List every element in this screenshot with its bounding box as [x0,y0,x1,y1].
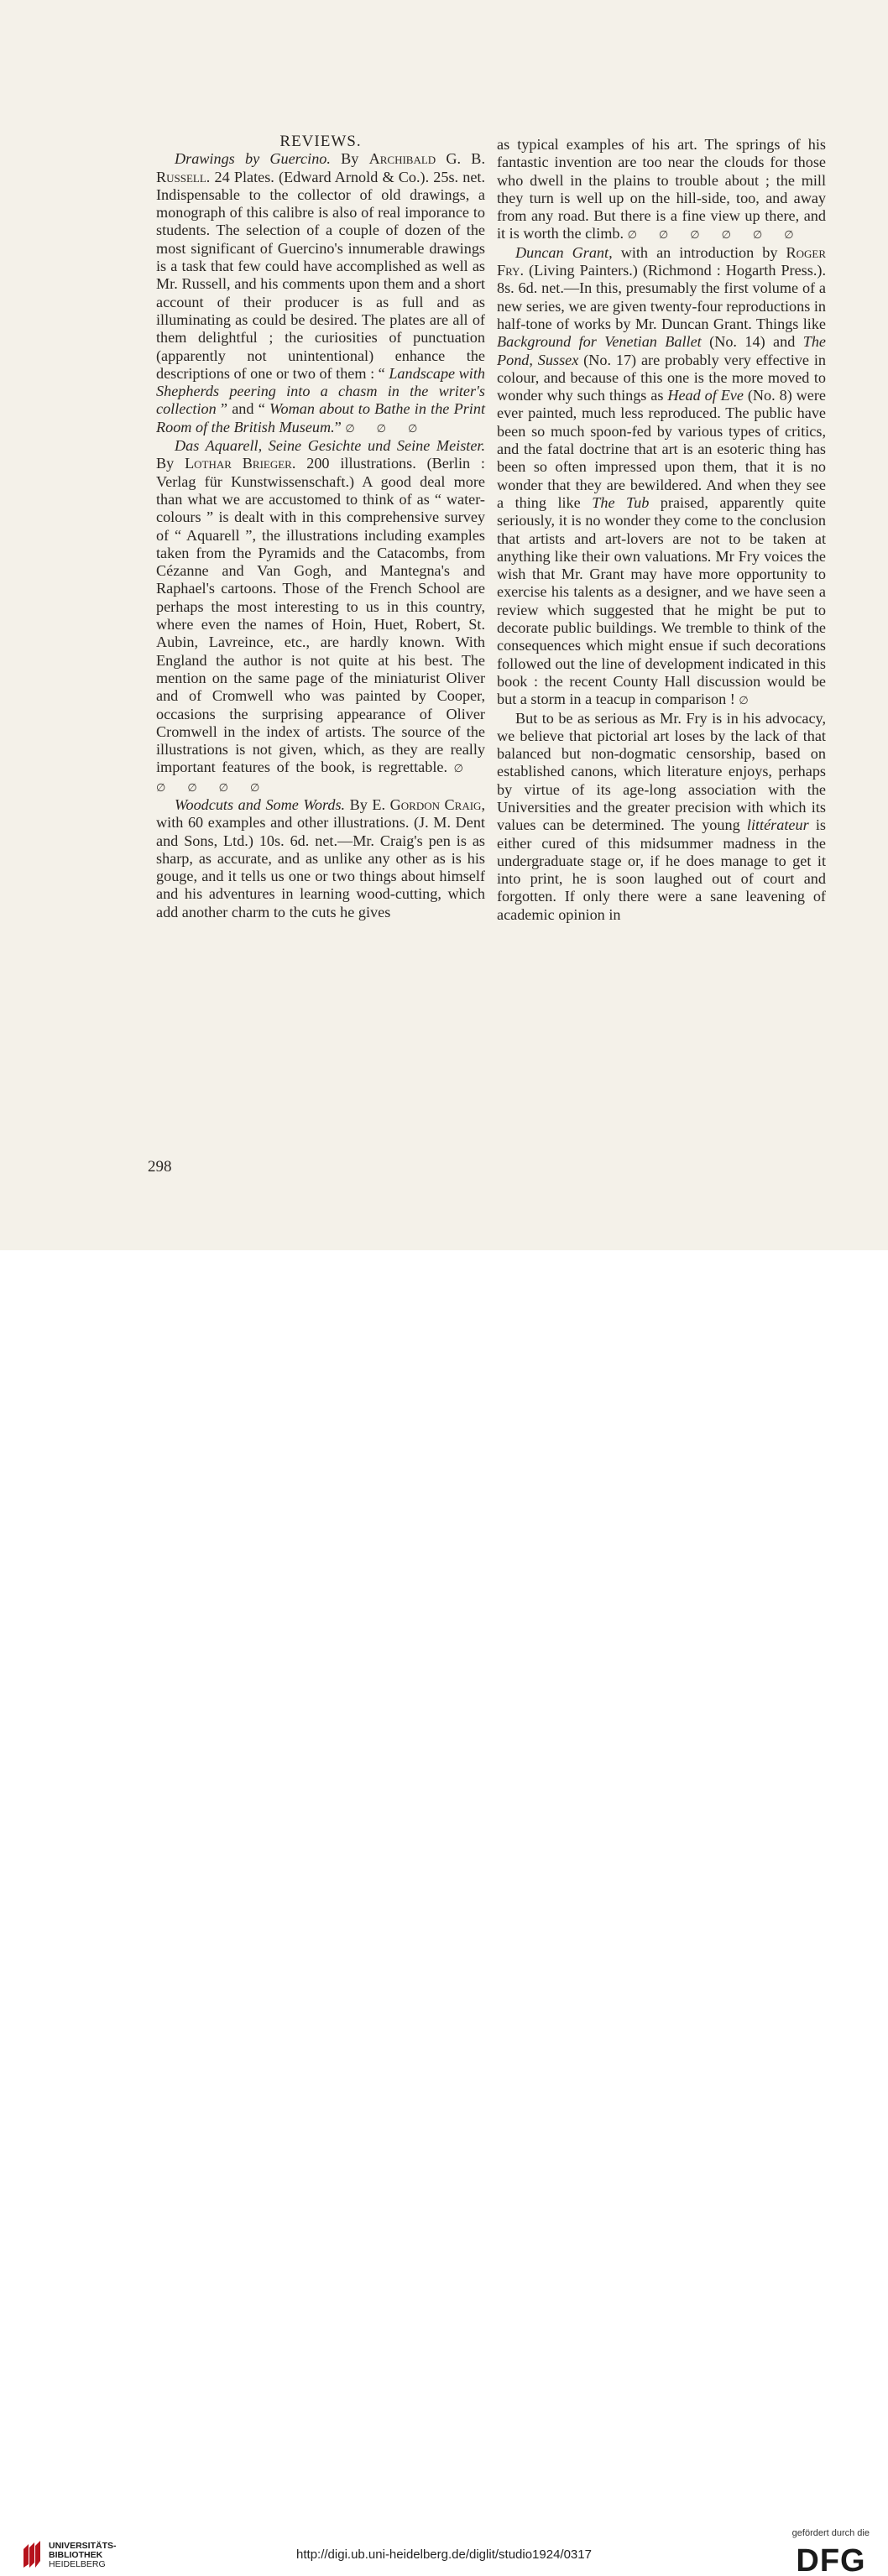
ornament-icon: ∅ ∅ ∅ [345,421,418,435]
library-name: UNIVERSITÄTS- BIBLIOTHEK HEIDELBERG [49,2541,117,2569]
review-woodcuts: Woodcuts and Some Words. By E. Gordon Craig, with 60 examples and other illustrations. (J. M. Dent and Sons, Ltd.) 10s. 6d. net.—Mr. Craig's pen is as sharp, as accurate, and as unlike any other as is his gouge, and it tells us one or two things about himself and his adventures in learning wood-cutting, which add another charm to the cuts he gives [156,795,485,920]
page-number: 298 [148,1158,172,1176]
review-title: Duncan Grant, [515,243,613,261]
review-aquarell: Das Aquarell, Seine Gesichte und Seine Meister. By Lothar Brieger. 200 illustrations. (Berlin : Verlag für Kunstwissenschaft.) A good deal more than what we are accustomed to think of as “ water-colours ” is dealt with in this comprehensive survey of “ Aquarell ”, the illustrations including examples taken from the Pyramids and the Catacombs, from Cézanne and Van Gogh, and Mantegna's and Raphael's cartoons. Those of the French School are perhaps the most interesting to us in this country, where even the names of Hoin, Huet, Robert, St. Aubin, Lavreince, etc., are hardly known. With England the author is not quite at his best. The mention on the same page of the miniaturist Oliver and of Cromwell who was painted by Cooper, occasions the surprising appearance of Oliver Cromwell in the index of artists. The source of the illustrations is not given, which, as they are really important features of the book, is regrettable. ∅ ∅ ∅ ∅ ∅ [156,437,485,794]
review-duncan-grant: Duncan Grant, with an introduction by Roger Fry. (Living Painters.) (Richmond : Hogarth Press.). 8s. 6d. net.—In this, presumably the first volume of a new series, we are given twenty-four reproductions in half-tone of works by Mr. Duncan Grant. Things like Background for Venetian Ballet (No. 14) and The Pond, Sussex (No. 17) are probably very effective in colour, and because of this one is the more moved to wonder why such things as Head of Eve (No. 8) were ever painted, much less reproduced. The public have been so much spoon-fed by various types of critics, and the fatal doctrine that art is an esoteric thing has been so often impressed upon them, that it is no wonder that they are bewildered. And when they see a thing like The Tub praised, apparently quite seriously, it is no wonder they come to the conclusion that artists and art-lovers are not to be taken at anything like their own valuations. Mr Fry voices the wish that Mr. Grant may have more opportunity to exercise his talents as a designer, and we have seen a review which suggested that he might be put to decorate public buildings. We tremble to think of the consequences which might ensue if such decorations followed out the line of development indicated in this book : the recent County Hall discussion would be but a storm in a teacup in comparison ! ∅ [497,243,826,708]
review-author: Lothar Brieger. [185,455,296,472]
page-heading: REVIEWS. [279,133,362,150]
ornament-icon: ∅ ∅ ∅ ∅ ∅ ∅ [627,228,794,242]
review-woodcuts-continued: as typical examples of his art. The springs of his fantastic invention are too near the clouds for those who dwell in the plains to trouble about ; the mill they turn is well up on the hill-side, too, and away from any road. But there is a fine view up there, and it is worth the climb. ∅ ∅ ∅ ∅ ∅ ∅ [497,136,826,242]
review-author: E. Gordon Craig, [372,795,485,813]
review-author: Archibald G. B. Russell. [156,150,485,185]
ornament-icon: ∅ [739,694,749,707]
dfg-logo-text: DFG [796,2543,866,2576]
source-url-link[interactable]: http://digi.ub.uni-heidelberg.de/diglit/studio1924/0317 [296,2547,592,2562]
essay-paragraph: But to be as serious as Mr. Fry is in his advocacy, we believe that pictorial art loses by the lack of that balanced but non-dogmatic censorship, based on established canons, which literature enjoys, perhaps by virtue of its age-long association with the Universities and the greater precision with which its values can be determined. The young littérateur is either cured of this midsummer madness in the undergraduate stage or, if he does manage to get it into print, he is soon laughed out of court and forgotten. If only there were a sane leavening of academic opinion in [497,709,826,923]
review-author: Roger Fry. [497,243,826,279]
review-guercino: Drawings by Guercino. By Archibald G. B. Russell. 24 Plates. (Edward Arnold & Co.). 25s. net. Indispensable to the collector of old drawings, a monograph of this calibre is also of real imporance to students. The selection of a couple of dozen of the most significant of Guercino's innumerable drawings is a task that few could have accomplished as well as Mr. Russell, and his comments upon them and a short account of their producer is as full and as illuminating as could be desired. The plates are all of them delightful ; the curiosities of punctuation (apparently not unintentional) enhance the descriptions of one or two of them : “ Landscape with Shepherds peering into a chasm in the writer's collection ” and “ Woman about to Bathe in the Print Room of the British Museum.” ∅ ∅ ∅ [156,150,485,435]
digitization-footer [0,1250,888,2576]
review-title: Das Aquarell, Seine Gesichte und Seine Meister. [175,437,485,455]
scanned-page [0,0,888,1250]
review-title: Woodcuts and Some Words. [175,795,346,813]
right-column [497,136,826,924]
ornament-icon: ∅ ∅ ∅ ∅ ∅ [156,762,485,794]
review-title: Drawings by Guercino. [175,150,331,168]
dfg-logo-icon [791,2542,871,2576]
funding-note: gefördert durch die [791,2528,870,2538]
left-column [156,133,485,921]
